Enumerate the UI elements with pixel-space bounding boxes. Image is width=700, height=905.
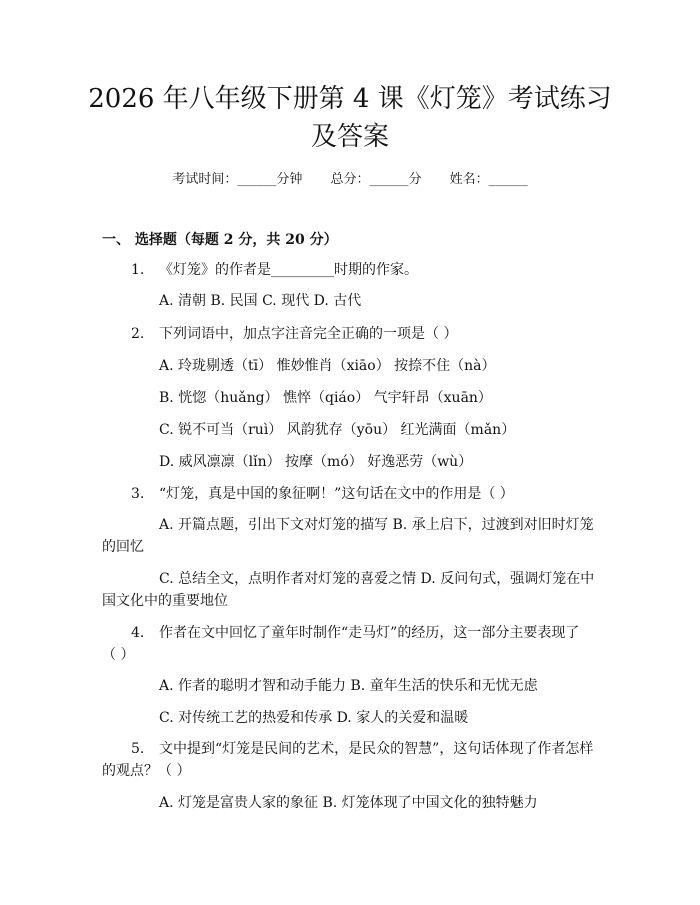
- question-1-options: A. 清朝 B. 民国 C. 现代 D. 古代: [159, 293, 362, 309]
- section-heading: 一、 选择题（每题 2 分，共 20 分）: [102, 232, 338, 248]
- question-3-options-cd-line1: C. 总结全文，点明作者对灯笼的喜爱之情 D. 反问句式，强调灯笼在中: [159, 571, 595, 587]
- question-2-number: 2.: [131, 326, 145, 342]
- question-4-options-cd: C. 对传统工艺的热爱和传承 D. 家人的关爱和温暖: [159, 710, 469, 726]
- question-5-stem-line2: 的观点？（ ）: [102, 763, 191, 779]
- question-2-option-d: D. 威风凛凛（lǐn） 按摩（mó） 好逸恶劳（wù）: [159, 454, 473, 470]
- title-line-2: 及答案: [310, 122, 389, 152]
- question-4-options-ab: A. 作者的聪明才智和动手能力 B. 童年生活的快乐和无忧无虑: [159, 678, 538, 694]
- exam-time: 考试时间：______分钟: [172, 172, 303, 187]
- question-3-options-cd-line2: 国文化中的重要地位: [102, 593, 228, 609]
- page-title: [60, 80, 640, 156]
- question-4-stem-line2: （ ）: [102, 647, 135, 663]
- question-3-options-ab-line1: A. 开篇点题，引出下文对灯笼的描写 B. 承上启下，过渡到对旧时灯笼: [159, 517, 594, 533]
- student-name: 姓名：______: [449, 172, 528, 187]
- exam-total-score: 总分：______分: [330, 172, 422, 187]
- question-1-stem: 《灯笼》的作者是_________时期的作家。: [159, 262, 418, 278]
- title-line-1: 2026 年八年级下册第 4 课《灯笼》考试练习: [88, 84, 612, 114]
- question-3-number: 3.: [131, 486, 145, 502]
- question-2-stem: 下列词语中，加点字注音完全正确的一项是（ ）: [159, 326, 458, 342]
- question-1-number: 1.: [131, 262, 145, 278]
- question-3-options-ab-line2: 的回忆: [102, 539, 144, 555]
- question-5-number: 5.: [131, 741, 145, 757]
- question-2-option-c: C. 锐不可当（ruì） 风韵犹存（yōu） 红光满面（mǎn）: [159, 422, 516, 438]
- question-2-option-a: A. 玲珑剔透（tī） 惟妙惟肖（xiāo） 按捺不住（nà）: [159, 358, 496, 374]
- question-5-options-ab: A. 灯笼是富贵人家的象征 B. 灯笼体现了中国文化的独特魅力: [159, 795, 538, 811]
- question-2-option-b: B. 恍惚（huǎng） 憔悴（qiáo） 气宇轩昂（xuān）: [159, 390, 492, 406]
- question-5-stem-line1: 文中提到“灯笼是民间的艺术，是民众的智慧”，这句话体现了作者怎样: [159, 741, 594, 757]
- question-4-number: 4.: [131, 625, 145, 641]
- exam-meta: [0, 168, 700, 187]
- question-3-stem: “灯笼，真是中国的象征啊！”这句话在文中的作用是（ ）: [159, 486, 514, 502]
- question-4-stem-line1: 作者在文中回忆了童年时制作“走马灯”的经历，这一部分主要表现了: [159, 625, 580, 641]
